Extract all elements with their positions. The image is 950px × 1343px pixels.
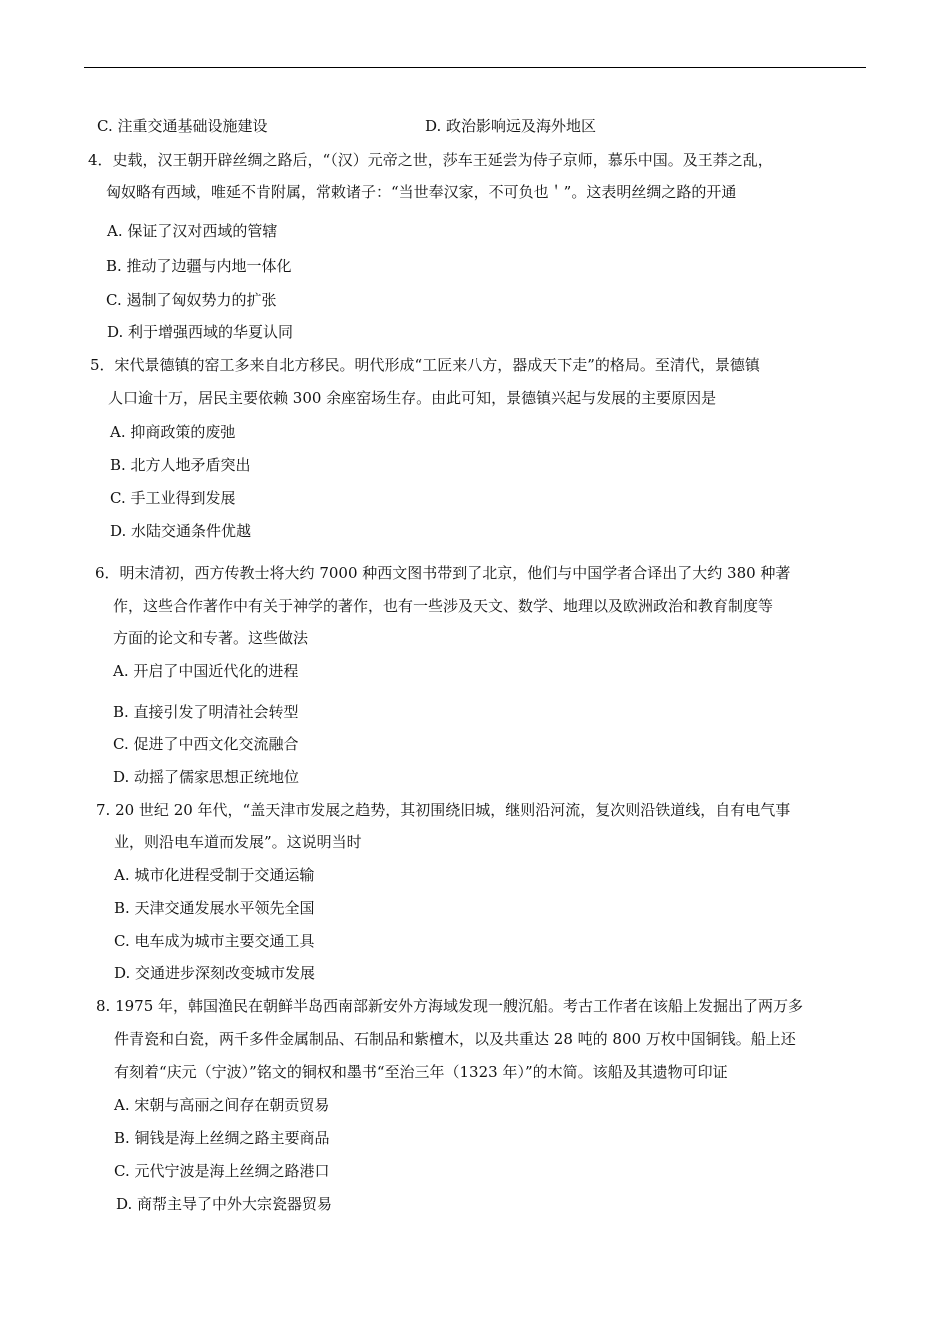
q7-option-c: C. 电车成为城市主要交通工具 (114, 932, 315, 950)
q5-stem-line1: 5．宋代景德镇的窑工多来自北方移民。明代形成“工匠来八方，器成天下走”的格局。至清代，景德镇 (90, 356, 760, 374)
q8-stem-line1: 8. 1975 年，韩国渔民在朝鲜半岛西南部新安外方海域发现一艘沉船。考古工作者在该船上发掘出了两万多 (96, 997, 804, 1015)
q6-stem-line2: 作，这些合作著作中有关于神学的著作，也有一些涉及天文、数学、地理以及欧洲政治和教育制度等 (113, 597, 774, 615)
q8-stem-line2: 件青瓷和白瓷，两千多件金属制品、石制品和紫檀木，以及共重达 28 吨的 800 万枚中国铜钱。船上还 (114, 1030, 796, 1048)
q4-option-b: B. 推动了边疆与内地一体化 (106, 257, 292, 275)
q5-option-a: A. 抑商政策的废弛 (110, 423, 236, 441)
q5-stem-line2: 人口逾十万，居民主要依赖 300 余座窑场生存。由此可知，景德镇兴起与发展的主要原因是 (108, 389, 717, 407)
q7-option-d: D. 交通进步深刻改变城市发展 (114, 964, 316, 982)
q6-option-b: B. 直接引发了明清社会转型 (113, 703, 299, 721)
q5-option-c: C. 手工业得到发展 (110, 489, 236, 507)
q6-option-d: D. 动摇了儒家思想正统地位 (113, 768, 300, 786)
q5-option-d: D. 水陆交通条件优越 (110, 522, 252, 540)
q8-option-a: A. 宋朝与高丽之间存在朝贡贸易 (114, 1096, 330, 1114)
q3-option-c: C. 注重交通基础设施建设 (97, 117, 268, 135)
q8-option-c: C. 元代宁波是海上丝绸之路港口 (114, 1162, 330, 1180)
q4-option-c: C. 遏制了匈奴势力的扩张 (106, 291, 277, 309)
q6-option-c: C. 促进了中西文化交流融合 (113, 735, 299, 753)
q3-option-d: D. 政治影响远及海外地区 (425, 117, 597, 135)
q8-stem-line3: 有刻着“庆元（宁波）”铭文的铜权和墨书“至治三年（1323 年）”的木简。该船及其遗物可印证 (114, 1063, 728, 1081)
q7-stem-line2: 业，则沿电车道而发展”。这说明当时 (114, 833, 362, 851)
q4-stem-line1: 4．史载，汉王朝开辟丝绸之路后，“（汉）元帝之世，莎车王延尝为侍子京师，慕乐中国。及王莽之乱， (88, 151, 773, 169)
q6-stem-line3: 方面的论文和专著。这些做法 (113, 629, 309, 647)
q6-stem-line1: 6．明末清初，西方传教士将大约 7000 种西文图书带到了北京，他们与中国学者合译出了大约 380 种著 (95, 564, 791, 582)
q7-stem-line1: 7. 20 世纪 20 年代，“盖天津市发展之趋势，其初围绕旧城，继则沿河流，复次则沿铁道线，自有电气事 (96, 801, 791, 819)
q5-option-b: B. 北方人地矛盾突出 (110, 456, 251, 474)
q7-option-a: A. 城市化进程受制于交通运输 (114, 866, 315, 884)
q8-option-b: B. 铜钱是海上丝绸之路主要商品 (114, 1129, 330, 1147)
q4-option-a: A. 保证了汉对西域的管辖 (107, 222, 278, 240)
q6-option-a: A. 开启了中国近代化的进程 (113, 662, 299, 680)
q7-option-b: B. 天津交通发展水平领先全国 (114, 899, 315, 917)
q8-option-d: D. 商帮主导了中外大宗瓷器贸易 (116, 1195, 333, 1213)
header-rule (84, 67, 866, 68)
q4-stem-line2: 匈奴略有西域，唯延不肯附属，常敕诸子：“当世奉汉家，不可负也＇”。这表明丝绸之路的开通 (106, 183, 737, 201)
q4-option-d: D. 利于增强西域的华夏认同 (107, 323, 294, 341)
